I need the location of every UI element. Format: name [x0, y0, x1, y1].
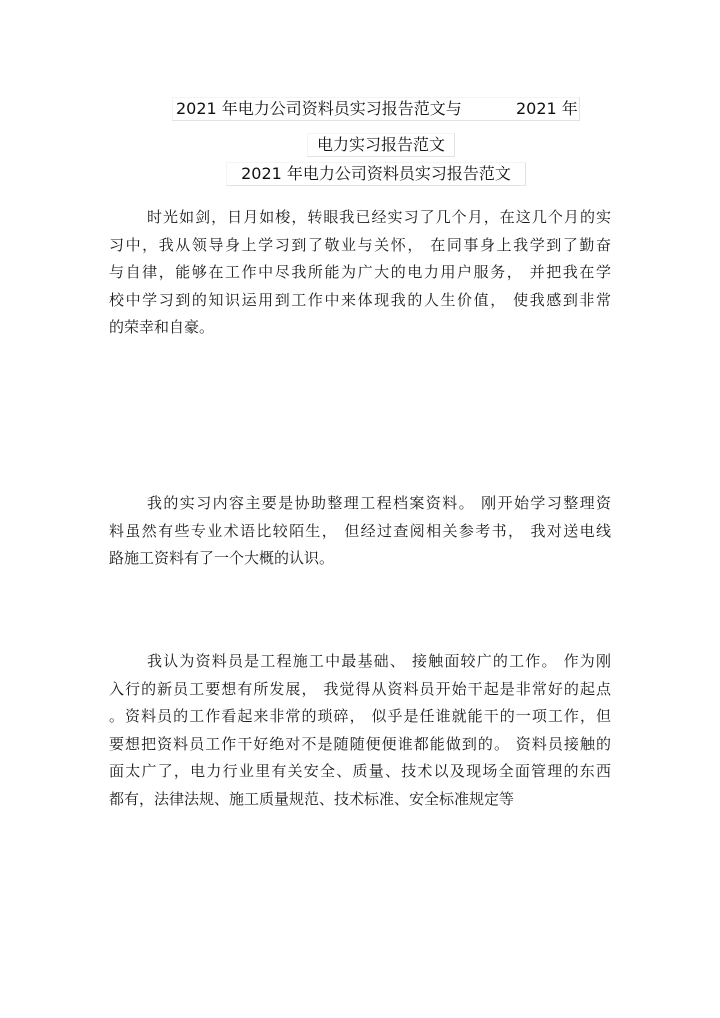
- title-line-1-text-b: 2021 年: [516, 99, 578, 118]
- paragraph-line: 我的实习内容主要是协助整理工程档案资料。 刚开始学习整理资: [147, 494, 611, 512]
- paragraph-line: 习中，我从领导身上学习到了敬业与关怀， 在同事身上我学到了勤奋: [109, 235, 611, 254]
- title-line-1: [172, 97, 580, 121]
- paragraph-line: 要想把资料员工作干好绝对不是随随便便谁都能做到的。 资料员接触的: [109, 734, 611, 753]
- paragraph-1: [109, 204, 611, 342]
- paragraph-line: 我认为资料员是工程施工中最基础、 接触面较广的工作。 作为刚: [147, 652, 611, 670]
- paragraph-2: [109, 490, 611, 573]
- paragraph-line: 时光如剑，日月如梭，转眼我已经实习了几个月，在这几个月的实: [147, 208, 611, 226]
- paragraph-3: [109, 648, 611, 813]
- paragraph-line: 。资料员的工作看起来非常的琐碎， 似乎是任谁就能干的一项工作，但: [109, 707, 611, 725]
- paragraph-line: 校中学习到的知识运用到工作中来体现我的人生价值， 使我感到非常: [109, 290, 611, 309]
- title-line-2: 电力实习报告范文: [307, 133, 455, 157]
- paragraph-line: 入行的新员工要想有所发展， 我觉得从资料员开始干起是非常好的起点: [109, 679, 611, 698]
- title-line-1-text-a: 2021 年电力公司资料员实习报告范文与: [176, 99, 462, 118]
- paragraph-line: 都有，法律法规、施工质量规范、技术标准、安全标准规定等: [109, 789, 515, 808]
- title-line-3: 2021 年电力公司资料员实习报告范文: [226, 162, 526, 186]
- paragraph-line: 面太广了，电力行业里有关安全、质量、技术以及现场全面管理的东西: [109, 762, 611, 780]
- paragraph-line: 与自律，能够在工作中尽我所能为广大的电力用户服务， 并把我在学: [109, 263, 611, 281]
- paragraph-line: 料虽然有些专业术语比较陌生， 但经过查阅相关参考书， 我对送电线: [109, 521, 611, 540]
- paragraph-line: 路施工资料有了一个大概的认识。: [109, 549, 335, 567]
- paragraph-line: 的荣幸和自豪。: [109, 318, 215, 336]
